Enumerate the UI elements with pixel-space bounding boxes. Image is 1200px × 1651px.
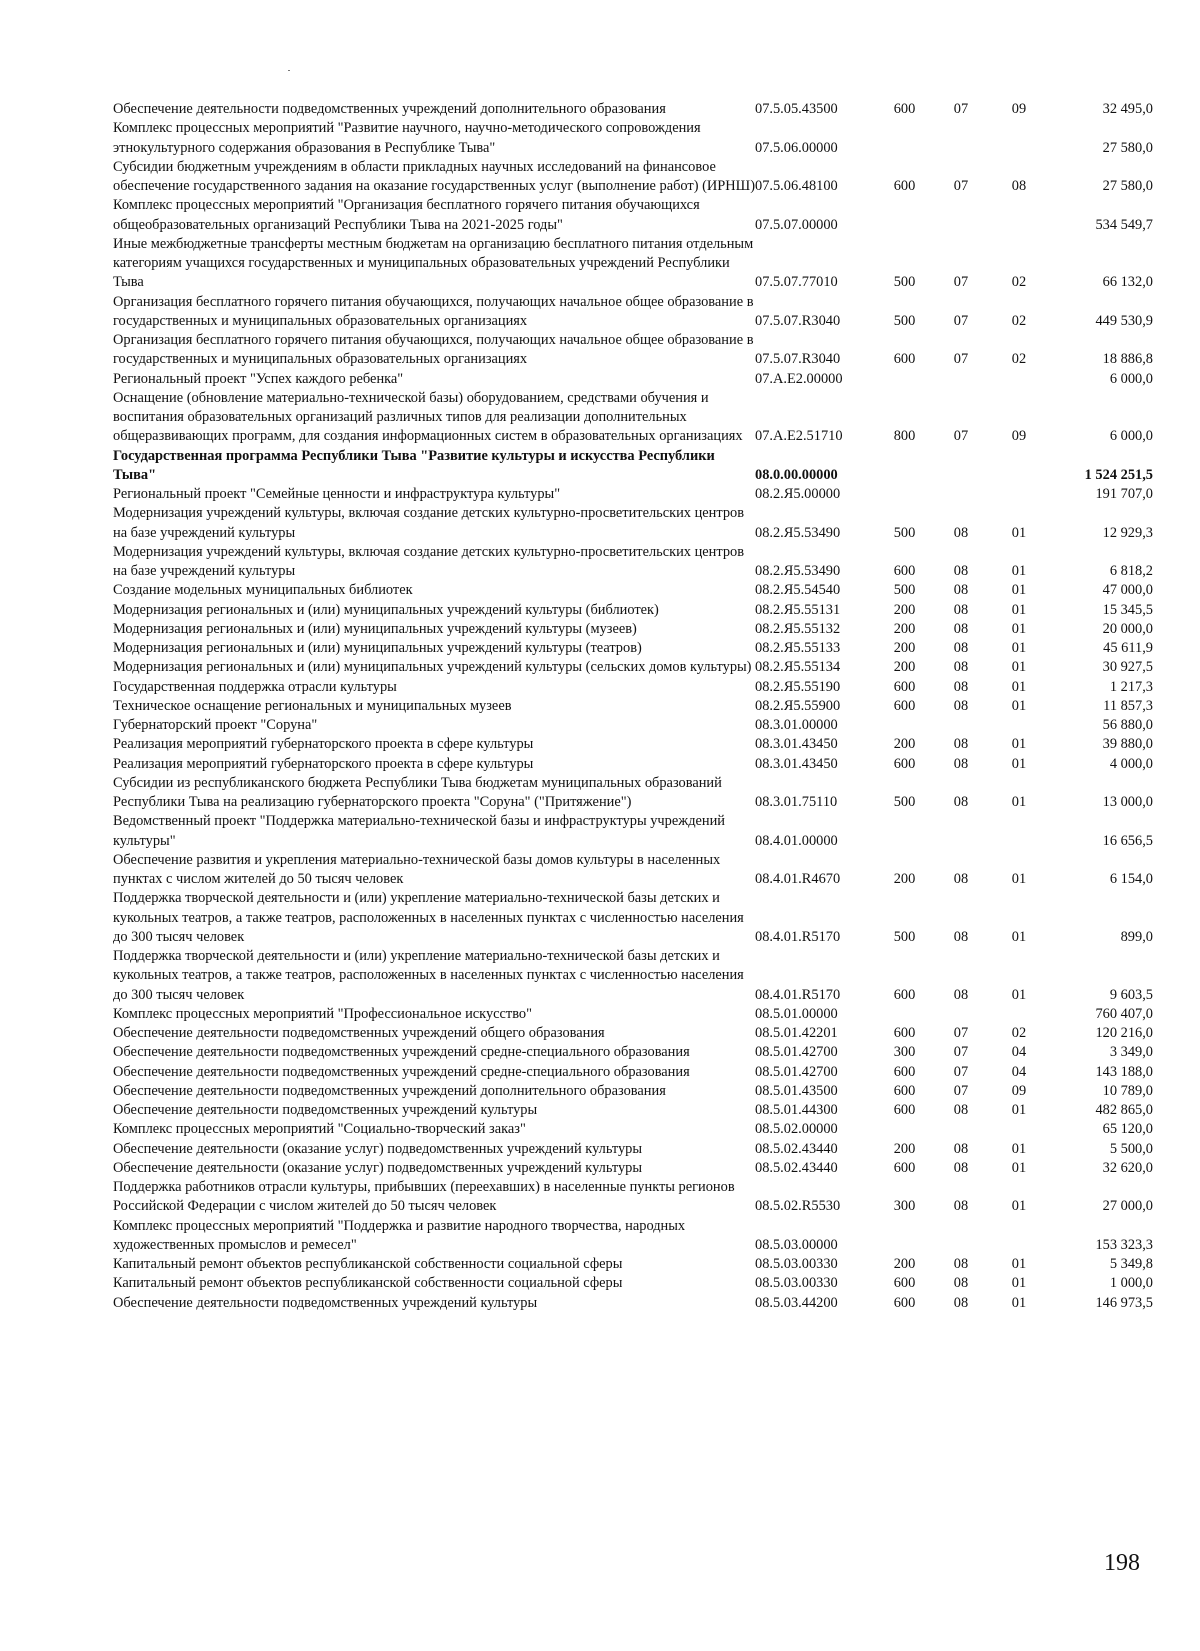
row-name: Обеспечение развития и укрепления материально-технической базы домов культуры в населенных пунктах с числом жителей до 50 тысяч человек	[113, 851, 721, 887]
table-row	[113, 851, 1153, 890]
row-code: 08.2.Я5.54540	[755, 582, 841, 599]
row-amount: 39 880,0	[1102, 736, 1153, 753]
table-row	[113, 370, 1153, 389]
row-amount: 27 000,0	[1102, 1198, 1153, 1215]
row-name: Комплекс процессных мероприятий "Профессиональное искусство"	[113, 1005, 532, 1022]
row-code: 08.5.02.43440	[755, 1140, 838, 1157]
budget-table-body	[113, 100, 1153, 1313]
row-amount: 143 188,0	[1095, 1063, 1153, 1080]
row-subsection	[990, 1120, 1048, 1139]
table-row	[113, 889, 1153, 947]
row-amount: 65 120,0	[1102, 1121, 1153, 1138]
row-subsection: 01	[1011, 678, 1027, 695]
table-row	[113, 485, 1153, 504]
table-row	[113, 1294, 1153, 1313]
row-expense-type: 500	[893, 524, 916, 541]
row-expense-type: 600	[893, 351, 916, 368]
row-code: 08.2.Я5.55900	[755, 697, 841, 714]
row-amount: 27 580,0	[1102, 139, 1153, 156]
row-expense-type: 600	[893, 563, 916, 579]
table-row	[113, 620, 1153, 639]
row-expense-type: 600	[893, 1294, 916, 1311]
row-name: Оснащение (обновление материально-технической базы) оборудованием, средствами обучения и воспитания образовательных организаций различных типов для реализации дополнительных общеразвивающих программ, для создания информационных систем в образовательных организациях	[113, 389, 743, 445]
row-expense-type: 600	[893, 678, 916, 695]
row-expense-type: 200	[893, 601, 916, 618]
table-row	[113, 735, 1153, 754]
row-subsection: 02	[1011, 1025, 1027, 1041]
row-section: 08	[953, 1256, 969, 1272]
row-subsection: 01	[1011, 736, 1027, 753]
row-name: Техническое оснащение региональных и муниципальных музеев	[113, 697, 512, 714]
row-section: 08	[953, 755, 969, 772]
row-section: 08	[953, 1198, 969, 1215]
row-expense-type: 600	[893, 755, 916, 772]
row-code: 07.5.05.43500	[755, 101, 838, 117]
row-amount: 11 857,3	[1103, 697, 1153, 714]
row-expense-type: 600	[893, 1275, 916, 1292]
row-section: 08	[953, 986, 969, 1003]
row-expense-type: 600	[893, 101, 916, 117]
row-section: 08	[953, 563, 969, 579]
row-amount: 15 345,5	[1102, 601, 1153, 618]
row-name: Обеспечение деятельности подведомственных учреждений дополнительного образования	[113, 101, 666, 117]
row-name: Комплекс процессных мероприятий "Развитие научного, научно-методического сопровождения этнокультурного содержания образования в Республике Тыва"	[113, 120, 701, 156]
row-amount: 30 927,5	[1102, 659, 1153, 676]
row-expense-type: 200	[893, 1256, 916, 1272]
row-name: Организация бесплатного горячего питания обучающихся, получающих начальное общее образование в государственных и муниципальных образовательных организациях	[113, 332, 754, 368]
row-expense-type: 200	[893, 871, 916, 887]
row-section: 07	[953, 1044, 969, 1061]
table-row	[113, 774, 1153, 813]
row-amount: 5 349,8	[1109, 1256, 1153, 1272]
row-code: 08.2.Я5.53490	[755, 524, 841, 541]
row-name: Комплекс процессных мероприятий "Поддержка и развитие народного творчества, народных художественных промыслов и ремесел"	[113, 1217, 686, 1253]
row-expense-type	[877, 1217, 932, 1256]
row-subsection: 08	[1011, 178, 1027, 194]
row-subsection: 01	[1011, 582, 1027, 599]
row-subsection: 02	[1011, 312, 1027, 329]
row-name: Модернизация учреждений культуры, включая создание детских культурно-просветительских центров на базе учреждений культуры	[113, 543, 745, 579]
row-code: 08.5.01.00000	[755, 1005, 838, 1022]
row-name: Обеспечение деятельности подведомственных учреждений средне-специального образования	[113, 1063, 690, 1080]
row-amount: 32 495,0	[1102, 101, 1153, 117]
page-number: 198	[1104, 1550, 1140, 1576]
row-code: 08.5.02.00000	[755, 1121, 838, 1138]
row-name: Иные межбюджетные трансферты местным бюджетам на организацию бесплатного питания отдельным категориям учащихся государственных и муниципальных образовательных учреждений Республики Тыва	[113, 235, 754, 291]
row-amount: 45 611,9	[1103, 640, 1153, 656]
row-expense-type: 600	[893, 1082, 916, 1099]
table-row	[113, 1005, 1153, 1024]
row-expense-type: 500	[893, 928, 916, 945]
row-subsection: 01	[1011, 1102, 1027, 1118]
row-section	[932, 119, 990, 158]
row-section: 08	[953, 620, 969, 637]
row-name: Поддержка творческой деятельности и (или) укрепление материально-технической базы детских и кукольных театров, а также театров, расположенных в населенных пунктах с численностью населения до 300 тысяч человек	[113, 890, 744, 945]
row-code: 08.5.01.42700	[755, 1063, 838, 1080]
budget-table	[113, 100, 1153, 1313]
row-subsection: 04	[1011, 1063, 1027, 1080]
row-expense-type: 200	[893, 736, 916, 753]
row-amount: 9 603,5	[1109, 986, 1153, 1003]
row-name: Обеспечение деятельности (оказание услуг) подведомственных учреждений культуры	[113, 1159, 643, 1176]
row-name: Региональный проект "Успех каждого ребенка"	[113, 370, 404, 387]
row-amount: 899,0	[1120, 928, 1153, 945]
row-section: 08	[953, 736, 969, 753]
row-subsection	[990, 485, 1048, 504]
row-expense-type	[877, 196, 932, 235]
row-name: Ведомственный проект "Поддержка материально-технической базы и инфраструктуры учреждений культуры"	[113, 813, 726, 849]
row-code: 08.2.Я5.55190	[755, 678, 841, 695]
table-row	[113, 447, 1153, 486]
row-code: 08.5.01.43500	[755, 1082, 838, 1099]
row-section: 07	[953, 274, 969, 291]
row-name: Поддержка работников отрасли культуры, прибывших (переехавших) в населенные пункты регионов Российской Федерации с числом жителей до 50 тысяч человек	[113, 1179, 735, 1215]
row-expense-type: 800	[893, 428, 916, 445]
row-code: 08.4.01.R4670	[755, 871, 841, 887]
row-name: Комплекс процессных мероприятий "Социально-творческий заказ"	[113, 1121, 526, 1138]
row-subsection: 09	[1011, 101, 1027, 117]
row-expense-type: 600	[893, 178, 916, 194]
row-amount: 6 000,0	[1109, 370, 1153, 387]
row-expense-type: 600	[893, 697, 916, 714]
table-row	[113, 331, 1153, 370]
row-expense-type: 600	[893, 1063, 916, 1080]
row-expense-type	[877, 485, 932, 504]
row-subsection: 01	[1011, 871, 1027, 887]
row-code: 08.4.01.R5170	[755, 986, 841, 1003]
row-section	[932, 812, 990, 851]
row-code: 07.А.Е2.51710	[755, 428, 843, 445]
table-row	[113, 639, 1153, 658]
row-section	[932, 196, 990, 235]
row-section: 08	[953, 794, 969, 810]
row-section	[932, 485, 990, 504]
row-expense-type: 200	[893, 640, 916, 656]
row-code: 08.0.00.00000	[755, 466, 838, 483]
row-name: Капитальный ремонт объектов республиканской собственности социальной сферы	[113, 1256, 623, 1272]
row-amount: 32 620,0	[1102, 1159, 1153, 1176]
row-section: 07	[953, 1082, 969, 1099]
row-amount: 153 323,3	[1095, 1236, 1153, 1253]
row-subsection	[990, 1005, 1048, 1024]
table-row	[113, 812, 1153, 851]
row-subsection: 01	[1011, 1256, 1027, 1272]
row-subsection: 01	[1011, 659, 1027, 676]
row-code: 08.2.Я5.55133	[755, 640, 841, 656]
row-code: 07.5.07.R3040	[755, 312, 841, 329]
row-name: Реализация мероприятий губернаторского проекта в сфере культуры	[113, 736, 534, 753]
row-code: 08.5.03.44200	[755, 1294, 838, 1311]
row-code: 08.3.01.00000	[755, 717, 838, 733]
table-row	[113, 1274, 1153, 1293]
row-name: Обеспечение деятельности подведомственных учреждений дополнительного образования	[113, 1082, 666, 1099]
row-code: 08.5.03.00330	[755, 1256, 838, 1272]
row-name: Комплекс процессных мероприятий "Организация бесплатного горячего питания обучающихся общеобразовательных организаций Республики Тыва на 2021-2025 годы"	[113, 197, 700, 233]
row-subsection: 01	[1011, 697, 1027, 714]
row-code: 08.2.Я5.55134	[755, 659, 841, 676]
table-row	[113, 1043, 1153, 1062]
table-row	[113, 1082, 1153, 1101]
row-expense-type: 500	[893, 582, 916, 599]
row-expense-type: 200	[893, 620, 916, 637]
row-section: 08	[953, 1275, 969, 1292]
table-row	[113, 658, 1153, 677]
row-code: 08.2.Я5.53490	[755, 563, 841, 579]
table-row	[113, 543, 1153, 582]
row-name: Государственная программа Республики Тыва "Развитие культуры и искусства Республики Тыва"	[113, 447, 715, 483]
row-subsection: 02	[1011, 274, 1027, 291]
table-row	[113, 293, 1153, 332]
row-code: 07.5.07.77010	[755, 274, 838, 291]
row-code: 08.5.03.00330	[755, 1275, 838, 1292]
row-code: 08.2.Я5.00000	[755, 486, 841, 502]
row-subsection	[990, 447, 1048, 486]
row-subsection: 01	[1011, 563, 1027, 579]
row-section: 07	[953, 312, 969, 329]
row-code: 08.2.Я5.55131	[755, 601, 841, 618]
row-name: Региональный проект "Семейные ценности и инфраструктура культуры"	[113, 486, 561, 502]
table-row	[113, 389, 1153, 447]
row-name: Губернаторский проект "Соруна"	[113, 717, 318, 733]
table-row	[113, 1063, 1153, 1082]
row-section: 07	[953, 178, 969, 194]
row-amount: 6 154,0	[1109, 871, 1153, 887]
row-amount: 4 000,0	[1109, 755, 1153, 772]
row-code: 07.А.Е2.00000	[755, 370, 843, 387]
row-subsection: 01	[1011, 794, 1027, 810]
row-section	[932, 716, 990, 735]
row-code: 08.3.01.43450	[755, 755, 838, 772]
row-section	[932, 1217, 990, 1256]
row-name: Обеспечение деятельности подведомственных учреждений средне-специального образования	[113, 1044, 690, 1061]
row-subsection	[990, 716, 1048, 735]
row-code: 08.3.01.43450	[755, 736, 838, 753]
row-amount: 534 549,7	[1095, 216, 1153, 233]
row-amount: 1 217,3	[1109, 678, 1153, 695]
row-name: Субсидии из республиканского бюджета Республики Тыва бюджетам муниципальных образований Республики Тыва на реализацию губернаторского проекта "Соруна" ("Притяжение")	[113, 774, 722, 810]
table-row	[113, 716, 1153, 735]
row-subsection: 02	[1011, 351, 1027, 368]
row-code: 08.4.01.R5170	[755, 928, 841, 945]
row-subsection: 09	[1011, 428, 1027, 445]
row-expense-type: 500	[893, 312, 916, 329]
row-code: 08.5.01.42700	[755, 1044, 838, 1061]
row-section: 07	[953, 1063, 969, 1080]
row-amount: 120 216,0	[1095, 1025, 1153, 1041]
row-name: Обеспечение деятельности подведомственных учреждений культуры	[113, 1102, 538, 1118]
row-subsection: 01	[1011, 524, 1027, 541]
row-section: 08	[953, 1102, 969, 1118]
table-row	[113, 504, 1153, 543]
table-row	[113, 235, 1153, 293]
row-expense-type: 500	[893, 274, 916, 291]
row-name: Модернизация региональных и (или) муниципальных учреждений культуры (сельских домов культуры)	[113, 659, 752, 676]
row-code: 07.5.07.00000	[755, 216, 838, 233]
table-row	[113, 158, 1153, 197]
row-amount: 20 000,0	[1102, 620, 1153, 637]
row-code: 08.3.01.75110	[755, 794, 838, 810]
row-amount: 18 886,8	[1102, 351, 1153, 368]
row-amount: 3 349,0	[1109, 1044, 1153, 1061]
row-section: 07	[953, 351, 969, 368]
row-section	[932, 1005, 990, 1024]
row-name: Обеспечение деятельности подведомственных учреждений общего образования	[113, 1025, 605, 1041]
row-section	[932, 1120, 990, 1139]
row-amount: 5 500,0	[1109, 1140, 1153, 1157]
row-name: Организация бесплатного горячего питания обучающихся, получающих начальное общее образование в государственных и муниципальных образовательных организациях	[113, 293, 754, 329]
row-amount: 760 407,0	[1095, 1005, 1153, 1022]
row-section: 08	[953, 659, 969, 676]
row-amount: 482 865,0	[1095, 1102, 1153, 1118]
row-code: 08.2.Я5.55132	[755, 620, 841, 637]
row-code: 08.5.03.00000	[755, 1236, 838, 1253]
row-name: Модернизация региональных и (или) муниципальных учреждений культуры (театров)	[113, 640, 642, 656]
row-name: Капитальный ремонт объектов республиканской собственности социальной сферы	[113, 1275, 623, 1292]
row-amount: 56 880,0	[1102, 717, 1153, 733]
row-subsection: 01	[1011, 601, 1027, 618]
row-section: 08	[953, 678, 969, 695]
row-subsection: 01	[1011, 928, 1027, 945]
row-code: 08.5.02.R5530	[755, 1198, 841, 1215]
row-name: Модернизация учреждений культуры, включая создание детских культурно-просветительских центров на базе учреждений культуры	[113, 505, 745, 541]
row-expense-type	[877, 716, 932, 735]
row-section: 08	[953, 1294, 969, 1311]
row-section: 08	[953, 1140, 969, 1157]
row-amount: 47 000,0	[1102, 582, 1153, 599]
row-expense-type	[877, 1120, 932, 1139]
row-expense-type	[877, 119, 932, 158]
table-row	[113, 1024, 1153, 1043]
table-row	[113, 1140, 1153, 1159]
row-expense-type: 600	[893, 1025, 916, 1041]
row-section: 08	[953, 640, 969, 656]
table-row	[113, 1255, 1153, 1274]
row-subsection: 01	[1011, 1140, 1027, 1157]
row-subsection: 09	[1011, 1082, 1027, 1099]
row-subsection: 01	[1011, 1275, 1027, 1292]
row-code: 07.5.06.00000	[755, 139, 838, 156]
row-expense-type: 200	[893, 1140, 916, 1157]
table-row	[113, 1217, 1153, 1256]
table-row	[113, 581, 1153, 600]
table-row	[113, 1178, 1153, 1217]
row-code: 08.5.01.42201	[755, 1025, 838, 1041]
row-section: 08	[953, 928, 969, 945]
row-amount: 27 580,0	[1102, 178, 1153, 194]
table-row	[113, 947, 1153, 1005]
row-amount: 1 524 251,5	[1084, 466, 1153, 483]
row-amount: 13 000,0	[1102, 794, 1153, 810]
table-row	[113, 119, 1153, 158]
row-code: 08.4.01.00000	[755, 832, 838, 849]
row-name: Модернизация региональных и (или) муниципальных учреждений культуры (музеев)	[113, 620, 637, 637]
row-name: Субсидии бюджетным учреждениям в области прикладных научных исследований на финансовое обеспечение государственного задания на оказание государственных услуг (выполнение работ) (ИРНШ)	[113, 158, 755, 194]
table-row	[113, 1101, 1153, 1120]
table-row	[113, 100, 1153, 119]
row-expense-type: 300	[893, 1198, 916, 1215]
row-subsection	[990, 196, 1048, 235]
row-section: 08	[953, 1159, 969, 1176]
row-name: Модернизация региональных и (или) муниципальных учреждений культуры (библиотек)	[113, 601, 659, 618]
row-subsection: 01	[1011, 640, 1027, 656]
row-name: Обеспечение деятельности подведомственных учреждений культуры	[113, 1294, 538, 1311]
row-amount: 6 000,0	[1109, 428, 1153, 445]
row-amount: 191 707,0	[1095, 486, 1153, 502]
row-expense-type	[877, 447, 932, 486]
row-expense-type: 500	[893, 794, 916, 810]
row-amount: 1 000,0	[1109, 1275, 1153, 1292]
row-section: 08	[953, 871, 969, 887]
row-expense-type: 200	[893, 659, 916, 676]
row-section: 08	[953, 582, 969, 599]
row-expense-type: 600	[893, 1102, 916, 1118]
row-expense-type	[877, 370, 932, 389]
row-section: 07	[953, 1025, 969, 1041]
row-amount: 6 818,2	[1109, 563, 1153, 579]
row-subsection: 01	[1011, 1294, 1027, 1311]
table-row	[113, 755, 1153, 774]
row-section	[932, 447, 990, 486]
row-expense-type: 600	[893, 1159, 916, 1176]
row-subsection: 01	[1011, 1198, 1027, 1215]
row-subsection: 04	[1011, 1044, 1027, 1061]
table-row	[113, 196, 1153, 235]
row-code: 07.5.06.48100	[755, 178, 838, 194]
row-amount: 66 132,0	[1102, 274, 1153, 291]
row-code: 07.5.07.R3040	[755, 351, 841, 368]
row-name: Поддержка творческой деятельности и (или) укрепление материально-технической базы детских и кукольных театров, а также театров, расположенных в населенных пунктах с численностью населения до 300 тысяч человек	[113, 948, 744, 1003]
scan-mark	[288, 70, 290, 71]
table-row	[113, 1120, 1153, 1139]
row-section: 08	[953, 524, 969, 541]
row-code: 08.5.01.44300	[755, 1102, 838, 1118]
row-amount: 449 530,9	[1095, 312, 1153, 329]
row-name: Создание модельных муниципальных библиотек	[113, 582, 413, 599]
row-subsection: 01	[1011, 1159, 1027, 1176]
row-subsection	[990, 370, 1048, 389]
row-expense-type	[877, 1005, 932, 1024]
row-name: Государственная поддержка отрасли культуры	[113, 678, 397, 695]
row-amount: 146 973,5	[1095, 1294, 1153, 1311]
table-row	[113, 678, 1153, 697]
row-name: Обеспечение деятельности (оказание услуг) подведомственных учреждений культуры	[113, 1140, 643, 1157]
row-amount: 10 789,0	[1102, 1082, 1153, 1099]
row-section: 08	[953, 697, 969, 714]
row-section: 07	[953, 101, 969, 117]
row-amount: 16 656,5	[1102, 832, 1153, 849]
row-subsection: 01	[1011, 755, 1027, 772]
row-amount: 12 929,3	[1102, 524, 1153, 541]
table-row	[113, 601, 1153, 620]
row-section: 07	[953, 428, 969, 445]
row-section: 08	[953, 601, 969, 618]
row-subsection	[990, 812, 1048, 851]
table-row	[113, 1159, 1153, 1178]
row-expense-type: 600	[893, 986, 916, 1003]
row-code: 08.5.02.43440	[755, 1159, 838, 1176]
row-expense-type	[877, 812, 932, 851]
row-subsection: 01	[1011, 620, 1027, 637]
row-subsection	[990, 119, 1048, 158]
row-section	[932, 370, 990, 389]
row-expense-type: 300	[893, 1044, 916, 1061]
row-subsection	[990, 1217, 1048, 1256]
table-row	[113, 697, 1153, 716]
row-subsection: 01	[1011, 986, 1027, 1003]
row-name: Реализация мероприятий губернаторского проекта в сфере культуры	[113, 755, 534, 772]
